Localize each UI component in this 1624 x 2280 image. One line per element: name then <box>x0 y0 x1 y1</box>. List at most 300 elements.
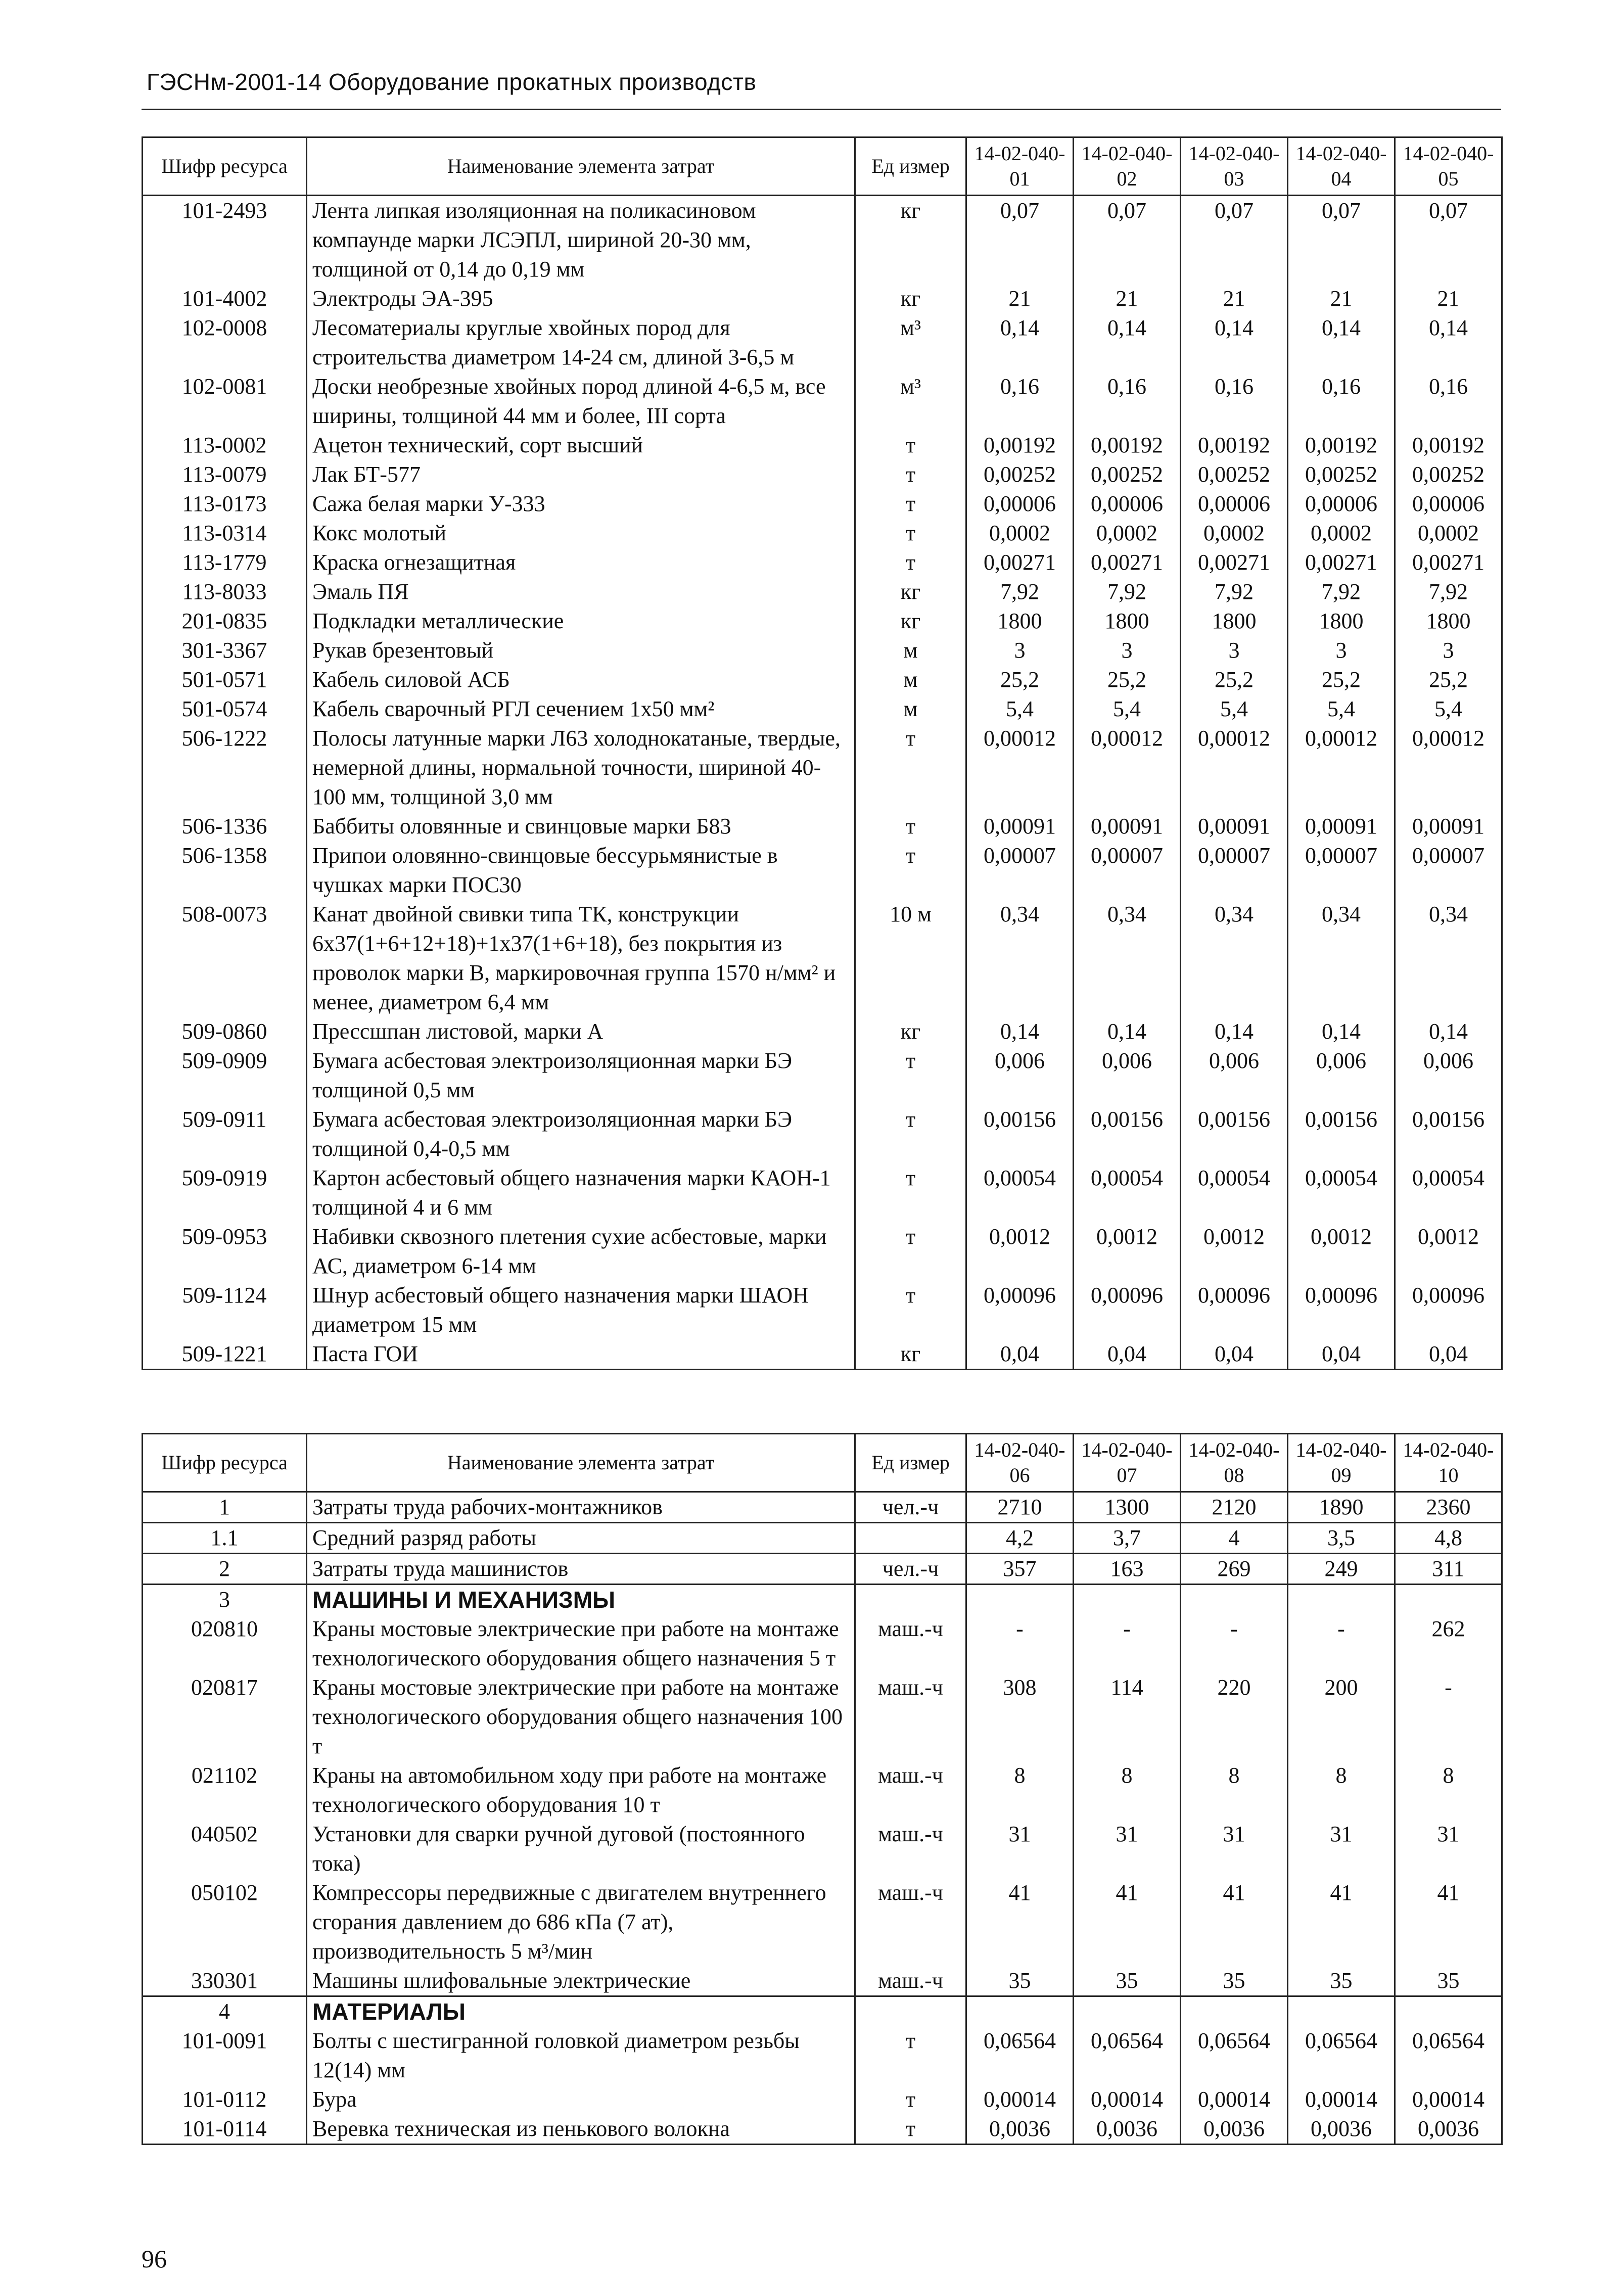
norm-value-cell: 0,16 <box>966 372 1074 431</box>
column-header-norm-4: 14-02-040-04 <box>1288 137 1395 196</box>
norm-value-cell: 0,00156 <box>1074 1105 1181 1164</box>
norm-value-cell: 0,00012 <box>1288 724 1395 812</box>
unit-cell: чел.-ч <box>855 1492 966 1523</box>
norm-value-cell: 0,00007 <box>1288 841 1395 900</box>
norm-value-cell: 0,00192 <box>1074 431 1181 460</box>
unit-cell: т <box>855 1105 966 1164</box>
norm-value-cell: 0,0002 <box>1395 519 1502 548</box>
unit-cell: кг <box>855 1017 966 1046</box>
table-row <box>143 636 1502 665</box>
norm-value-cell: 5,4 <box>1181 694 1288 724</box>
norm-value-cell: 0,14 <box>1181 313 1288 372</box>
column-header-name: Наименование элемента затрат <box>307 1434 855 1492</box>
resource-name-cell: Кокс молотый <box>307 519 855 548</box>
norm-value-cell: 3 <box>1395 636 1502 665</box>
unit-cell: т <box>855 2085 966 2114</box>
norm-value-cell: 0,0012 <box>1395 1222 1502 1281</box>
norm-value-cell: 21 <box>1288 284 1395 313</box>
norm-value-cell: 0,00006 <box>1288 489 1395 519</box>
norm-value-cell: 0,34 <box>1395 900 1502 1017</box>
norm-value-cell: - <box>1395 1673 1502 1761</box>
table-row <box>143 1614 1502 1673</box>
unit-cell: т <box>855 2114 966 2145</box>
norm-value-cell: 2120 <box>1181 1492 1288 1523</box>
resource-name-cell: Краны мостовые электрические при работе на монтаже технологического оборудования общего назначения 100 т <box>307 1673 855 1761</box>
norm-value-cell: 0,006 <box>1395 1046 1502 1105</box>
resource-code-cell: 506-1222 <box>143 724 307 812</box>
norm-value-cell: 0,0036 <box>1181 2114 1288 2145</box>
table-row <box>143 548 1502 577</box>
resource-name-cell: Болты с шестигранной головкой диаметром резьбы 12(14) мм <box>307 2026 855 2085</box>
unit-cell: т <box>855 1046 966 1105</box>
unit-cell: маш.-ч <box>855 1761 966 1820</box>
norm-value-cell: 0,00012 <box>1074 724 1181 812</box>
norm-value-cell <box>1395 1585 1502 1615</box>
norm-value-cell: 0,0036 <box>966 2114 1074 2145</box>
norm-value-cell: 0,0002 <box>966 519 1074 548</box>
norm-value-cell: 3 <box>1074 636 1181 665</box>
norm-value-cell: 0,00096 <box>1288 1281 1395 1339</box>
norm-value-cell: 0,16 <box>1074 372 1181 431</box>
resource-name-cell: Бумага асбестовая электроизоляционная марки БЭ толщиной 0,4-0,5 мм <box>307 1105 855 1164</box>
unit-cell: т <box>855 1281 966 1339</box>
unit-cell: 10 м <box>855 900 966 1017</box>
norm-value-cell: 0,00096 <box>1074 1281 1181 1339</box>
resource-code-cell: 040502 <box>143 1820 307 1878</box>
resource-code-cell: 330301 <box>143 1966 307 1996</box>
norm-value-cell: 0,07 <box>1288 196 1395 285</box>
norm-value-cell: 0,00271 <box>1395 548 1502 577</box>
unit-cell: маш.-ч <box>855 1820 966 1878</box>
unit-cell: м³ <box>855 313 966 372</box>
unit-cell: м <box>855 665 966 694</box>
unit-cell: т <box>855 460 966 489</box>
resource-code-cell: 113-1779 <box>143 548 307 577</box>
norm-value-cell: 0,00091 <box>1288 812 1395 841</box>
norm-value-cell: 1800 <box>1395 607 1502 636</box>
norm-value-cell: 0,00007 <box>1181 841 1288 900</box>
norm-value-cell: 262 <box>1395 1614 1502 1673</box>
resource-code-cell: 2 <box>143 1554 307 1585</box>
norm-value-cell: 31 <box>966 1820 1074 1878</box>
column-header-code: Шифр ресурса <box>143 1434 307 1492</box>
table-header-row <box>143 1434 1502 1492</box>
norm-value-cell: 0,06564 <box>1074 2026 1181 2085</box>
norm-value-cell: 0,34 <box>1288 900 1395 1017</box>
norm-value-cell: 163 <box>1074 1554 1181 1585</box>
resource-name-cell: Рукав брезентовый <box>307 636 855 665</box>
norm-value-cell: 0,00054 <box>1288 1164 1395 1222</box>
resource-code-cell: 102-0008 <box>143 313 307 372</box>
norm-value-cell: 8 <box>1288 1761 1395 1820</box>
table-row <box>143 1523 1502 1554</box>
norm-value-cell: 0,00054 <box>1181 1164 1288 1222</box>
resource-code-cell: 506-1336 <box>143 812 307 841</box>
resource-code-cell: 101-0091 <box>143 2026 307 2085</box>
resource-name-cell: Кабель сварочный РГЛ сечением 1х50 мм² <box>307 694 855 724</box>
norm-value-cell: 3,7 <box>1074 1523 1181 1554</box>
norm-value-cell: 7,92 <box>966 577 1074 607</box>
norm-value-cell: 1300 <box>1074 1492 1181 1523</box>
table-row <box>143 1281 1502 1339</box>
norm-value-cell: 8 <box>1074 1761 1181 1820</box>
table-row <box>143 284 1502 313</box>
norm-value-cell: 0,0036 <box>1288 2114 1395 2145</box>
resource-code-cell: 050102 <box>143 1878 307 1966</box>
resource-code-cell: 509-0919 <box>143 1164 307 1222</box>
page-title: ГЭСНм-2001-14 Оборудование прокатных производств <box>147 69 757 95</box>
resource-name-cell: Сажа белая марки У-333 <box>307 489 855 519</box>
section-title-cell: МАШИНЫ И МЕХАНИЗМЫ <box>307 1585 855 1615</box>
norm-value-cell: 0,06564 <box>1395 2026 1502 2085</box>
norm-value-cell: 0,00271 <box>1074 548 1181 577</box>
column-header-unit: Ед измер <box>855 137 966 196</box>
unit-cell: кг <box>855 607 966 636</box>
norm-value-cell: 0,14 <box>1074 313 1181 372</box>
norm-value-cell: 0,04 <box>966 1339 1074 1370</box>
norm-value-cell: 357 <box>966 1554 1074 1585</box>
norm-value-cell: 3,5 <box>1288 1523 1395 1554</box>
table-row <box>143 841 1502 900</box>
unit-cell: чел.-ч <box>855 1554 966 1585</box>
norm-value-cell: 249 <box>1288 1554 1395 1585</box>
resource-code-cell: 101-2493 <box>143 196 307 285</box>
norm-value-cell <box>966 1996 1074 2027</box>
table-row <box>143 1761 1502 1820</box>
norm-value-cell: 0,00091 <box>1395 812 1502 841</box>
norm-value-cell: 8 <box>966 1761 1074 1820</box>
table-row <box>143 577 1502 607</box>
norm-value-cell: 0,14 <box>1288 313 1395 372</box>
column-header-norm-6: 14-02-040-06 <box>966 1434 1074 1492</box>
norm-value-cell: 0,0036 <box>1074 2114 1181 2145</box>
resource-code-cell: 113-0079 <box>143 460 307 489</box>
norm-value-cell: 0,00006 <box>1181 489 1288 519</box>
unit-cell: т <box>855 548 966 577</box>
table-row <box>143 1878 1502 1966</box>
norm-value-cell: 31 <box>1074 1820 1181 1878</box>
unit-cell <box>855 1996 966 2027</box>
resource-name-cell: Веревка техническая из пенькового волокна <box>307 2114 855 2145</box>
resource-code-cell: 113-8033 <box>143 577 307 607</box>
resource-code-cell: 301-3367 <box>143 636 307 665</box>
resource-name-cell: Баббиты оловянные и свинцовые марки Б83 <box>307 812 855 841</box>
resource-table-2 <box>142 1433 1503 2145</box>
norm-value-cell: 3 <box>966 636 1074 665</box>
norm-value-cell: 0,006 <box>1181 1046 1288 1105</box>
unit-cell: т <box>855 431 966 460</box>
norm-value-cell: 4,2 <box>966 1523 1074 1554</box>
norm-value-cell: 0,00271 <box>966 548 1074 577</box>
norm-value-cell: 41 <box>966 1878 1074 1966</box>
norm-value-cell: 1890 <box>1288 1492 1395 1523</box>
norm-value-cell: 0,00012 <box>1395 724 1502 812</box>
norm-value-cell <box>966 1585 1074 1615</box>
norm-value-cell: 7,92 <box>1181 577 1288 607</box>
resource-name-cell: Полосы латунные марки Л63 холоднокатаные, твердые, немерной длины, нормальной точности, шириной 40-100 мм, толщиной 3,0 мм <box>307 724 855 812</box>
table-row <box>143 2026 1502 2085</box>
table-row <box>143 607 1502 636</box>
resource-code-cell: 501-0571 <box>143 665 307 694</box>
resource-name-cell: Набивки сквозного плетения сухие асбестовые, марки АС, диаметром 6-14 мм <box>307 1222 855 1281</box>
norm-value-cell: 0,00192 <box>1395 431 1502 460</box>
norm-value-cell: 0,0002 <box>1074 519 1181 548</box>
norm-value-cell: 0,00156 <box>966 1105 1074 1164</box>
resource-name-cell: Электроды ЭА-395 <box>307 284 855 313</box>
resource-code-cell: 509-0860 <box>143 1017 307 1046</box>
norm-value-cell: 4,8 <box>1395 1523 1502 1554</box>
resource-name-cell: Лента липкая изоляционная на поликасиновом компаунде марки ЛСЭПЛ, шириной 20-30 мм, толщиной от 0,14 до 0,19 мм <box>307 196 855 285</box>
table-row <box>143 1046 1502 1105</box>
norm-value-cell <box>1288 1585 1395 1615</box>
norm-value-cell: 35 <box>1288 1966 1395 1996</box>
norm-value-cell: 0,04 <box>1395 1339 1502 1370</box>
resource-code-cell: 509-0911 <box>143 1105 307 1164</box>
norm-value-cell: 0,34 <box>966 900 1074 1017</box>
table-row <box>143 460 1502 489</box>
norm-value-cell: 0,00156 <box>1395 1105 1502 1164</box>
norm-value-cell <box>1181 1996 1288 2027</box>
table-row <box>143 372 1502 431</box>
norm-value-cell: 0,00252 <box>966 460 1074 489</box>
resource-name-cell: Средний разряд работы <box>307 1523 855 1554</box>
norm-value-cell: 0,00252 <box>1074 460 1181 489</box>
resource-name-cell: Шнур асбестовый общего назначения марки ШАОН диаметром 15 мм <box>307 1281 855 1339</box>
norm-value-cell: 0,34 <box>1181 900 1288 1017</box>
resource-code-cell: 113-0314 <box>143 519 307 548</box>
norm-value-cell: 8 <box>1395 1761 1502 1820</box>
resource-code-cell: 508-0073 <box>143 900 307 1017</box>
norm-value-cell: 7,92 <box>1074 577 1181 607</box>
resource-code-cell: 101-4002 <box>143 284 307 313</box>
norm-value-cell: 269 <box>1181 1554 1288 1585</box>
table-row <box>143 1966 1502 1996</box>
norm-value-cell: 0,16 <box>1181 372 1288 431</box>
norm-value-cell: 0,00006 <box>966 489 1074 519</box>
unit-cell: кг <box>855 577 966 607</box>
norm-value-cell: 0,00096 <box>966 1281 1074 1339</box>
norm-value-cell: 0,0012 <box>1074 1222 1181 1281</box>
resource-name-cell: Бумага асбестовая электроизоляционная марки БЭ толщиной 0,5 мм <box>307 1046 855 1105</box>
norm-value-cell: 0,16 <box>1395 372 1502 431</box>
table-row <box>143 2114 1502 2145</box>
table-row <box>143 1339 1502 1370</box>
norm-value-cell: 31 <box>1288 1820 1395 1878</box>
unit-cell: т <box>855 519 966 548</box>
norm-value-cell: 0,00096 <box>1395 1281 1502 1339</box>
resource-code-cell: 020810 <box>143 1614 307 1673</box>
norm-value-cell: 0,00091 <box>966 812 1074 841</box>
unit-cell <box>855 1523 966 1554</box>
norm-value-cell: 1800 <box>966 607 1074 636</box>
norm-value-cell: 25,2 <box>966 665 1074 694</box>
norm-value-cell: - <box>1074 1614 1181 1673</box>
section-row <box>143 1996 1502 2027</box>
resource-name-cell: Лесоматериалы круглые хвойных пород для строительства диаметром 14-24 см, длиной 3-6,5 м <box>307 313 855 372</box>
resource-code-cell: 3 <box>143 1585 307 1615</box>
norm-value-cell: 0,0012 <box>1288 1222 1395 1281</box>
norm-value-cell: 0,00271 <box>1288 548 1395 577</box>
resource-name-cell: Подкладки металлические <box>307 607 855 636</box>
resource-name-cell: Затраты труда рабочих-монтажников <box>307 1492 855 1523</box>
norm-value-cell: 0,00007 <box>1074 841 1181 900</box>
norm-value-cell: 0,06564 <box>966 2026 1074 2085</box>
norm-value-cell: 0,00006 <box>1074 489 1181 519</box>
norm-value-cell: 220 <box>1181 1673 1288 1761</box>
column-header-norm-2: 14-02-040-02 <box>1074 137 1181 196</box>
table-row <box>143 1164 1502 1222</box>
norm-value-cell: 0,00192 <box>1181 431 1288 460</box>
norm-value-cell: 0,14 <box>1395 1017 1502 1046</box>
resource-code-cell: 509-0909 <box>143 1046 307 1105</box>
norm-value-cell: 7,92 <box>1395 577 1502 607</box>
norm-value-cell: 0,00012 <box>1181 724 1288 812</box>
norm-value-cell: 0,0012 <box>1181 1222 1288 1281</box>
table-row <box>143 724 1502 812</box>
resource-code-cell: 113-0173 <box>143 489 307 519</box>
resource-name-cell: Лак БТ-577 <box>307 460 855 489</box>
table-row <box>143 1492 1502 1523</box>
norm-value-cell: 0,16 <box>1288 372 1395 431</box>
norm-value-cell: 35 <box>966 1966 1074 1996</box>
table-row <box>143 665 1502 694</box>
norm-value-cell: 0,006 <box>1074 1046 1181 1105</box>
resource-name-cell: Припои оловянно-свинцовые бессурьмянистые в чушках марки ПОС30 <box>307 841 855 900</box>
norm-value-cell: 0,14 <box>1395 313 1502 372</box>
resource-code-cell: 4 <box>143 1996 307 2027</box>
norm-value-cell: 5,4 <box>1395 694 1502 724</box>
unit-cell: т <box>855 724 966 812</box>
column-header-name: Наименование элемента затрат <box>307 137 855 196</box>
resource-name-cell: Доски необрезные хвойных пород длиной 4-6,5 м, все ширины, толщиной 44 мм и более, III сорта <box>307 372 855 431</box>
norm-value-cell: 0,04 <box>1181 1339 1288 1370</box>
norm-value-cell: - <box>966 1614 1074 1673</box>
unit-cell: кг <box>855 196 966 285</box>
norm-value-cell: 0,00252 <box>1288 460 1395 489</box>
table-row <box>143 1673 1502 1761</box>
norm-value-cell: 0,07 <box>1395 196 1502 285</box>
norm-value-cell: 41 <box>1181 1878 1288 1966</box>
section-title-cell: МАТЕРИАЛЫ <box>307 1996 855 2027</box>
norm-value-cell: 0,00192 <box>1288 431 1395 460</box>
resource-name-cell: Краны на автомобильном ходу при работе на монтаже технологического оборудования 10 т <box>307 1761 855 1820</box>
norm-value-cell: 0,00014 <box>1074 2085 1181 2114</box>
unit-cell: т <box>855 1222 966 1281</box>
norm-value-cell: 0,07 <box>1181 196 1288 285</box>
column-header-norm-9: 14-02-040-09 <box>1288 1434 1395 1492</box>
resource-name-cell: Картон асбестовый общего назначения марки КАОН-1 толщиной 4 и 6 мм <box>307 1164 855 1222</box>
norm-value-cell: 0,0002 <box>1181 519 1288 548</box>
norm-value-cell: 25,2 <box>1395 665 1502 694</box>
column-header-code: Шифр ресурса <box>143 137 307 196</box>
norm-value-cell: 308 <box>966 1673 1074 1761</box>
norm-value-cell <box>1288 1996 1395 2027</box>
column-header-norm-8: 14-02-040-08 <box>1181 1434 1288 1492</box>
unit-cell: кг <box>855 284 966 313</box>
unit-cell: м³ <box>855 372 966 431</box>
norm-value-cell: 1800 <box>1288 607 1395 636</box>
resource-name-cell: Машины шлифовальные электрические <box>307 1966 855 1996</box>
norm-value-cell: 0,00014 <box>1288 2085 1395 2114</box>
norm-value-cell <box>1181 1585 1288 1615</box>
resource-name-cell: Паста ГОИ <box>307 1339 855 1370</box>
norm-value-cell: 35 <box>1395 1966 1502 1996</box>
resource-code-cell: 101-0112 <box>143 2085 307 2114</box>
norm-value-cell: 0,0036 <box>1395 2114 1502 2145</box>
norm-value-cell: 0,00054 <box>966 1164 1074 1222</box>
resource-code-cell: 102-0081 <box>143 372 307 431</box>
unit-cell: т <box>855 812 966 841</box>
norm-value-cell: 5,4 <box>966 694 1074 724</box>
table-row <box>143 1222 1502 1281</box>
norm-value-cell: 0,00007 <box>966 841 1074 900</box>
norm-value-cell: 3 <box>1181 636 1288 665</box>
resource-code-cell: 1 <box>143 1492 307 1523</box>
unit-cell: маш.-ч <box>855 1614 966 1673</box>
norm-value-cell: 0,006 <box>966 1046 1074 1105</box>
norm-value-cell: 2710 <box>966 1492 1074 1523</box>
norm-value-cell: 0,00252 <box>1181 460 1288 489</box>
resource-code-cell: 020817 <box>143 1673 307 1761</box>
norm-value-cell: 25,2 <box>1181 665 1288 694</box>
norm-value-cell: 21 <box>1074 284 1181 313</box>
resource-code-cell: 101-0114 <box>143 2114 307 2145</box>
norm-value-cell: 0,00054 <box>1395 1164 1502 1222</box>
unit-cell: т <box>855 489 966 519</box>
resource-code-cell: 201-0835 <box>143 607 307 636</box>
column-header-norm-7: 14-02-040-07 <box>1074 1434 1181 1492</box>
column-header-norm-3: 14-02-040-03 <box>1181 137 1288 196</box>
norm-value-cell: 0,14 <box>1074 1017 1181 1046</box>
norm-value-cell: 0,06564 <box>1288 2026 1395 2085</box>
resource-code-cell: 021102 <box>143 1761 307 1820</box>
norm-value-cell: 31 <box>1395 1820 1502 1878</box>
norm-value-cell: 0,00252 <box>1395 460 1502 489</box>
norm-value-cell: 0,00006 <box>1395 489 1502 519</box>
resource-name-cell: Эмаль ПЯ <box>307 577 855 607</box>
norm-value-cell: 0,00007 <box>1395 841 1502 900</box>
table-row <box>143 313 1502 372</box>
norm-value-cell: 5,4 <box>1074 694 1181 724</box>
norm-value-cell: 25,2 <box>1288 665 1395 694</box>
norm-value-cell: 0,00054 <box>1074 1164 1181 1222</box>
table-row <box>143 519 1502 548</box>
norm-value-cell: 311 <box>1395 1554 1502 1585</box>
norm-value-cell: 1800 <box>1181 607 1288 636</box>
norm-value-cell: 0,00012 <box>966 724 1074 812</box>
resource-code-cell: 509-1124 <box>143 1281 307 1339</box>
resource-name-cell: Краска огнезащитная <box>307 548 855 577</box>
norm-value-cell: 41 <box>1074 1878 1181 1966</box>
norm-value-cell: 3 <box>1288 636 1395 665</box>
norm-value-cell: 21 <box>1181 284 1288 313</box>
resource-code-cell: 506-1358 <box>143 841 307 900</box>
norm-value-cell: - <box>1288 1614 1395 1673</box>
norm-value-cell: 21 <box>966 284 1074 313</box>
table-body <box>143 1492 1502 2145</box>
norm-value-cell: 7,92 <box>1288 577 1395 607</box>
unit-cell: м <box>855 636 966 665</box>
norm-value-cell: 0,14 <box>1181 1017 1288 1046</box>
resource-code-cell: 501-0574 <box>143 694 307 724</box>
norm-value-cell <box>1074 1585 1181 1615</box>
column-header-norm-5: 14-02-040-05 <box>1395 137 1502 196</box>
column-header-norm-10: 14-02-040-10 <box>1395 1434 1502 1492</box>
table-row <box>143 900 1502 1017</box>
norm-value-cell: 0,00156 <box>1288 1105 1395 1164</box>
unit-cell: маш.-ч <box>855 1966 966 1996</box>
table-row <box>143 1017 1502 1046</box>
